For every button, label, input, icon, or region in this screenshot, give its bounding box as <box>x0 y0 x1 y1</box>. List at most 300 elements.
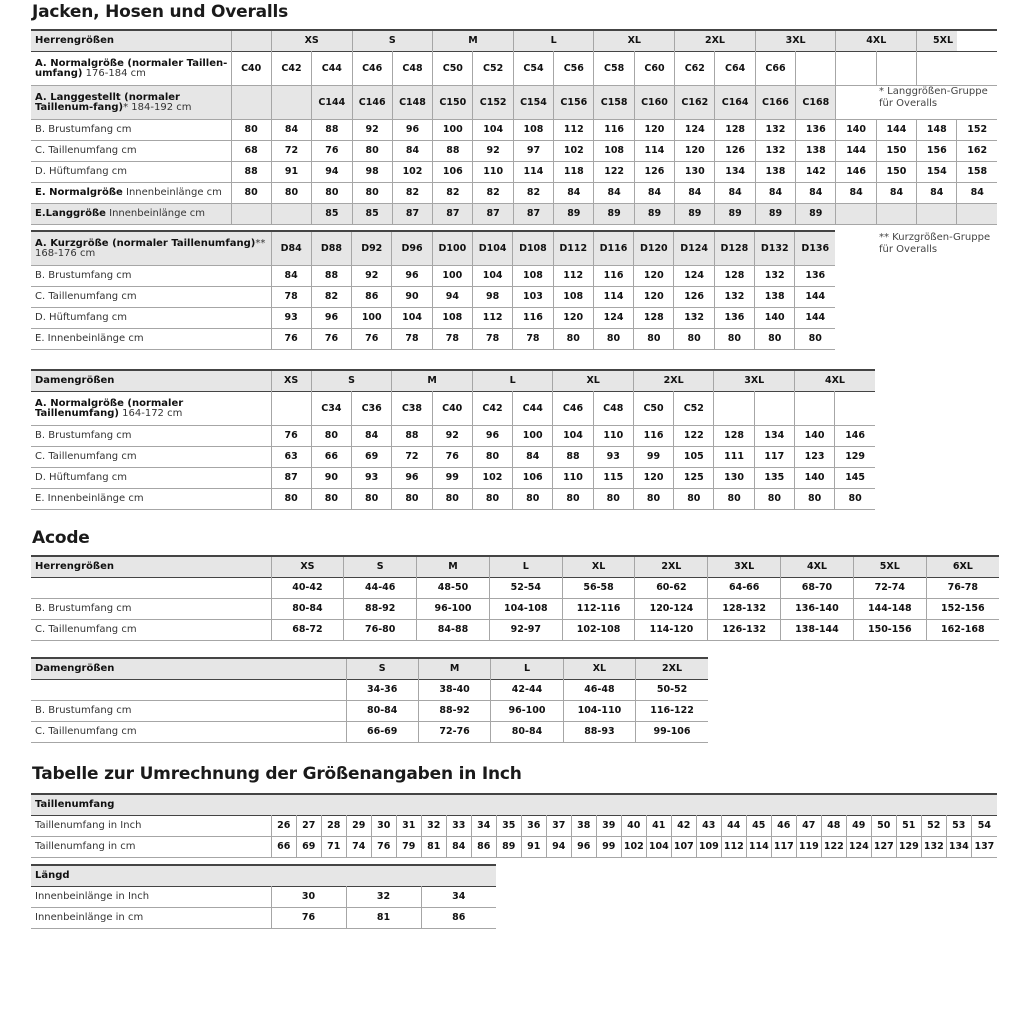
size-header: XS <box>271 30 352 52</box>
table-cell: 80 <box>593 329 633 350</box>
table-cell: 48 <box>821 816 846 837</box>
table-cell <box>836 52 876 86</box>
table-cell: 76 <box>271 908 346 929</box>
table-cell: 128 <box>714 266 754 287</box>
table-cell: 92 <box>432 426 472 447</box>
table-cell: 120 <box>634 266 674 287</box>
table-cell: 99 <box>596 837 621 858</box>
table-cell: D84 <box>271 231 311 266</box>
table-cell: 84 <box>836 183 876 204</box>
table-cell: 116 <box>633 426 673 447</box>
table-cell: 162 <box>957 141 997 162</box>
size-header: M <box>433 30 514 52</box>
size-header: XS <box>271 370 311 392</box>
table-cell: 31 <box>396 816 421 837</box>
table-cell: 152 <box>957 120 997 141</box>
table-cell: 136 <box>714 308 754 329</box>
table-cell: 140 <box>755 308 795 329</box>
table-cell: 36 <box>521 816 546 837</box>
table-row <box>31 392 875 426</box>
row-label: C. Taillenumfang cm <box>35 726 137 737</box>
table-cell: C64 <box>715 52 755 86</box>
table-cell: 56-58 <box>562 578 635 599</box>
table-cell: 146 <box>836 162 876 183</box>
row-label: E. Normalgröße Innenbeinlänge cm <box>35 187 222 198</box>
table-cell: 96-100 <box>491 701 563 722</box>
table-cell: 129 <box>896 837 921 858</box>
row-label: C. Taillenumfang cm <box>35 451 137 462</box>
table-cell: 106 <box>433 162 473 183</box>
table-cell: 132 <box>755 120 795 141</box>
size-header: 4XL <box>781 556 854 578</box>
table-cell: 102 <box>554 141 594 162</box>
table-cell: 66 <box>271 837 296 858</box>
table-cell: 115 <box>593 468 633 489</box>
table-cell: 120 <box>633 468 673 489</box>
table-cell: 49 <box>846 816 871 837</box>
table-cell <box>31 680 346 701</box>
table-cell: 80 <box>231 183 271 204</box>
table-cell: 80 <box>513 489 553 510</box>
size-header: 2XL <box>633 370 714 392</box>
table-cell: C66 <box>755 52 795 86</box>
table-cell: 134 <box>946 837 971 858</box>
table-cell: 84 <box>446 837 471 858</box>
table-cell: 92 <box>473 141 513 162</box>
table-cell: 132 <box>921 837 946 858</box>
size-header: XS <box>271 556 344 578</box>
table-cell: 84 <box>352 426 392 447</box>
table-cell: 98 <box>472 287 512 308</box>
table-cell: 78 <box>432 329 472 350</box>
table-acode-herren <box>31 555 999 641</box>
table-cell: 144 <box>836 141 876 162</box>
table-cell: C50 <box>433 52 473 86</box>
table-cell: 80 <box>311 426 351 447</box>
table-cell: 84 <box>957 183 997 204</box>
table-cell: 122 <box>821 837 846 858</box>
table-cell: 132 <box>674 308 714 329</box>
table-cell: C48 <box>392 52 432 86</box>
table-cell: 135 <box>754 468 794 489</box>
table-cell <box>714 392 754 426</box>
size-header: 4XL <box>794 370 875 392</box>
table-cell: 140 <box>836 120 876 141</box>
table-cell: 108 <box>513 266 553 287</box>
table-cell: 50 <box>871 816 896 837</box>
table-cell: 60-62 <box>635 578 708 599</box>
table-cell: 76 <box>271 329 311 350</box>
table-cell: C42 <box>472 392 512 426</box>
table-cell: 116 <box>513 308 553 329</box>
table-row <box>31 794 997 816</box>
table-cell: 53 <box>946 816 971 837</box>
table-cell: 93 <box>352 468 392 489</box>
table-cell: 76 <box>371 837 396 858</box>
table-cell: 80 <box>231 120 271 141</box>
table-cell: 80 <box>674 489 714 510</box>
table-cell: 124 <box>675 120 715 141</box>
table-cell: 138-144 <box>781 620 854 641</box>
table-cell: C148 <box>392 86 432 120</box>
table-cell: 104 <box>392 308 432 329</box>
row-label: D. Hüftumfang cm <box>35 166 128 177</box>
table-cell: 89 <box>496 837 521 858</box>
table-cell: 84-88 <box>417 620 490 641</box>
table-cell: 107 <box>671 837 696 858</box>
table-cell: 85 <box>312 204 352 225</box>
table-row <box>31 620 999 641</box>
table-cell: 91 <box>521 837 546 858</box>
table-cell: 80 <box>271 183 311 204</box>
table-cell: 110 <box>593 426 633 447</box>
table-cell: 145 <box>835 468 875 489</box>
row-label: B. Brustumfang cm <box>35 270 132 281</box>
table-cell: 78 <box>392 329 432 350</box>
table-cell: C52 <box>473 52 513 86</box>
table-cell: 88-92 <box>418 701 490 722</box>
table-cell: 112 <box>721 837 746 858</box>
table-cell: C144 <box>312 86 352 120</box>
table-cell: 116 <box>593 266 633 287</box>
table-cell: 150 <box>876 162 916 183</box>
table-cell: 116 <box>594 120 634 141</box>
table-cell <box>835 392 875 426</box>
table-cell: 84 <box>513 447 553 468</box>
table-cell: 129 <box>835 447 875 468</box>
table-cell: 103 <box>513 287 553 308</box>
table-cell: C164 <box>715 86 755 120</box>
table-cell: 162-168 <box>926 620 999 641</box>
table-cell: 80 <box>311 489 351 510</box>
table-row <box>31 30 997 52</box>
table-cell: 128 <box>715 120 755 141</box>
table-cell: 40-42 <box>271 578 344 599</box>
table-cell: 76 <box>311 329 351 350</box>
table-cell: D116 <box>593 231 633 266</box>
row-label: E. Innenbeinlänge cm <box>35 493 144 504</box>
table-cell: D100 <box>432 231 472 266</box>
table-cell: 82 <box>513 183 553 204</box>
table-cell: 42-44 <box>491 680 563 701</box>
table-cell: 130 <box>675 162 715 183</box>
table-cell: 87 <box>473 204 513 225</box>
table-cell: C152 <box>473 86 513 120</box>
table-cell: 74 <box>346 837 371 858</box>
table-cell: 80-84 <box>491 722 563 743</box>
table-cell: 80 <box>352 141 392 162</box>
table-cell: C168 <box>796 86 836 120</box>
size-header: L <box>472 370 553 392</box>
table-cell: 100 <box>432 266 472 287</box>
table-cell <box>271 794 997 816</box>
table-cell: 52 <box>921 816 946 837</box>
table-cell: 136 <box>795 266 835 287</box>
table-cell: 30 <box>371 816 396 837</box>
size-header: 3XL <box>708 556 781 578</box>
table-cell: 84 <box>755 183 795 204</box>
row-label: Taillenumfang in Inch <box>35 820 142 831</box>
size-header: 3XL <box>714 370 795 392</box>
table-row <box>31 266 835 287</box>
table-cell: 80 <box>432 489 472 510</box>
table-cell: 112 <box>472 308 512 329</box>
size-header: L <box>513 30 594 52</box>
size-header: 5XL <box>853 556 926 578</box>
table-cell: 72-74 <box>853 578 926 599</box>
table-cell: D104 <box>472 231 512 266</box>
table-cell: 76-78 <box>926 578 999 599</box>
row-label: A. Langgestellt (normaler Taillenum-fang)* 184-192 cm <box>31 86 231 120</box>
table-cell: 100 <box>352 308 392 329</box>
table-cell: 126 <box>674 287 714 308</box>
table-cell: 134 <box>754 426 794 447</box>
table-cell: 80 <box>553 329 593 350</box>
table-cell: 118 <box>554 162 594 183</box>
size-header: 4XL <box>836 30 917 52</box>
table-cell: C56 <box>554 52 594 86</box>
row-label: E. Innenbeinlänge cm <box>35 333 144 344</box>
table-row <box>31 865 496 887</box>
size-header: M <box>417 556 490 578</box>
header-label: Herrengrößen <box>35 561 114 572</box>
table-cell: 63 <box>271 447 311 468</box>
table-cell: 140 <box>794 468 834 489</box>
table-cell <box>231 30 271 52</box>
table-cell: 128-132 <box>708 599 781 620</box>
table-row <box>31 120 997 141</box>
table-cell: C38 <box>392 392 432 426</box>
table-cell: 111 <box>714 447 754 468</box>
table-cell: 132 <box>755 266 795 287</box>
table-cell: 138 <box>755 287 795 308</box>
table-cell: 112 <box>553 266 593 287</box>
table-cell: 104 <box>473 120 513 141</box>
table-cell: 152-156 <box>926 599 999 620</box>
table-cell: 99 <box>633 447 673 468</box>
table-cell: 84 <box>715 183 755 204</box>
table-cell: 90 <box>311 468 351 489</box>
table-cell: D108 <box>513 231 553 266</box>
table-cell: 78 <box>271 287 311 308</box>
table-cell: 68 <box>231 141 271 162</box>
table-cell: 78 <box>472 329 512 350</box>
size-header: 6XL <box>926 556 999 578</box>
table-cell: 84 <box>634 183 674 204</box>
size-header: L <box>489 556 562 578</box>
table-cell: 154 <box>917 162 957 183</box>
table-cell: 108 <box>594 141 634 162</box>
table-row <box>31 52 997 86</box>
size-header: L <box>491 658 563 680</box>
heading-jacken: Jacken, Hosen und Overalls <box>32 2 289 22</box>
table-cell: 76 <box>271 426 311 447</box>
table-cell: 126 <box>715 141 755 162</box>
table-cell: 80 <box>755 329 795 350</box>
table-cell <box>876 204 916 225</box>
table-cell: 123 <box>794 447 834 468</box>
table-cell: 81 <box>346 908 421 929</box>
table-cell: 120 <box>634 120 674 141</box>
table-cell: 120 <box>675 141 715 162</box>
table-cell: C44 <box>312 52 352 86</box>
table-cell: 84 <box>392 141 432 162</box>
table-cell: 71 <box>321 837 346 858</box>
table-cell: 84 <box>917 183 957 204</box>
table-cell: 84 <box>594 183 634 204</box>
table-cell: 144 <box>795 308 835 329</box>
table-cell: 122 <box>674 426 714 447</box>
table-cell: 94 <box>312 162 352 183</box>
table-cell: 144 <box>795 287 835 308</box>
table-cell: C154 <box>513 86 553 120</box>
table-cell: 72 <box>392 447 432 468</box>
table-row <box>31 370 875 392</box>
table-cell: D92 <box>352 231 392 266</box>
table-cell: C42 <box>271 52 311 86</box>
table-cell: 108 <box>553 287 593 308</box>
table-cell: 87 <box>433 204 473 225</box>
table-cell: 94 <box>546 837 571 858</box>
table-cell: 140 <box>794 426 834 447</box>
table-cell: 80 <box>633 489 673 510</box>
table-cell: 128 <box>714 426 754 447</box>
table-row <box>31 489 875 510</box>
table-cell: 96 <box>392 120 432 141</box>
table-cell: 38 <box>571 816 596 837</box>
table-cell: 96 <box>472 426 512 447</box>
table-cell: 29 <box>346 816 371 837</box>
table-cell: 79 <box>396 837 421 858</box>
table-cell: 28 <box>321 816 346 837</box>
table-row <box>31 837 997 858</box>
table-cell: 80 <box>593 489 633 510</box>
table-cell: 82 <box>433 183 473 204</box>
table-cell: 76 <box>312 141 352 162</box>
table-cell <box>754 392 794 426</box>
table-cell: 87 <box>271 468 311 489</box>
table-row <box>31 86 997 120</box>
table-cell: 80-84 <box>346 701 418 722</box>
table-cell: 76 <box>432 447 472 468</box>
table-cell: 30 <box>271 887 346 908</box>
size-header: S <box>352 30 433 52</box>
table-cell: 96 <box>392 468 432 489</box>
table-cell: 93 <box>593 447 633 468</box>
table-cell: C40 <box>231 52 271 86</box>
table-cell: 38-40 <box>418 680 490 701</box>
table-cell: 81 <box>421 837 446 858</box>
table-cell: 88-92 <box>344 599 417 620</box>
table-cell: C34 <box>311 392 351 426</box>
table-cell: 96 <box>311 308 351 329</box>
table-cell: 132 <box>755 141 795 162</box>
table-row <box>31 308 835 329</box>
table-cell: 110 <box>553 468 593 489</box>
table-cell: 80 <box>271 489 311 510</box>
table-cell: 108 <box>432 308 472 329</box>
table-cell: C160 <box>634 86 674 120</box>
table-cell: 80 <box>714 489 754 510</box>
table-cell: 84 <box>271 266 311 287</box>
row-label: B. Brustumfang cm <box>35 430 132 441</box>
table-row <box>31 578 999 599</box>
table-cell: 88 <box>433 141 473 162</box>
table-cell: 144-148 <box>853 599 926 620</box>
table-cell: C162 <box>675 86 715 120</box>
table-cell <box>271 392 311 426</box>
table-cell: C58 <box>594 52 634 86</box>
table-cell: 80 <box>472 489 512 510</box>
table-cell: 64-66 <box>708 578 781 599</box>
table-cell: 132 <box>714 287 754 308</box>
table-cell: 89 <box>634 204 674 225</box>
table-cell: C44 <box>513 392 553 426</box>
table-cell: 96 <box>571 837 596 858</box>
table-cell: C146 <box>352 86 392 120</box>
table-cell <box>231 86 271 120</box>
row-label: A. Kurzgröße (normaler Taillenumfang)** 168-176 cm <box>31 231 271 266</box>
table-cell: 148 <box>917 120 957 141</box>
table-row <box>31 468 875 489</box>
table-row <box>31 599 999 620</box>
size-header: 2XL <box>635 556 708 578</box>
table-cell: 104 <box>472 266 512 287</box>
table-cell: C60 <box>634 52 674 86</box>
table-cell: 44 <box>721 816 746 837</box>
row-label: C. Taillenumfang cm <box>35 145 137 156</box>
table-cell: 26 <box>271 816 296 837</box>
table-cell: 116-122 <box>636 701 708 722</box>
table-cell: 66-69 <box>346 722 418 743</box>
table-cell: 96 <box>392 266 432 287</box>
table-cell: 124 <box>846 837 871 858</box>
table-cell <box>957 204 997 225</box>
table-cell: 80 <box>835 489 875 510</box>
table-cell: 80-84 <box>271 599 344 620</box>
table-cell: 80 <box>312 183 352 204</box>
table-cell: 130 <box>714 468 754 489</box>
table-cell: 92 <box>352 266 392 287</box>
table-herren <box>31 29 997 225</box>
table-cell: 86 <box>471 837 496 858</box>
table-cell: 127 <box>871 837 896 858</box>
table-taillenumfang-inch <box>31 793 997 858</box>
table-cell: 69 <box>296 837 321 858</box>
table-cell: 102 <box>392 162 432 183</box>
table-row <box>31 701 708 722</box>
table-cell: C166 <box>755 86 795 120</box>
table-cell: 124 <box>593 308 633 329</box>
table-cell: 158 <box>957 162 997 183</box>
table-cell: 85 <box>352 204 392 225</box>
table-cell: C156 <box>554 86 594 120</box>
table-cell: 137 <box>971 837 997 858</box>
table-cell: 80 <box>352 489 392 510</box>
table-cell: 80 <box>352 183 392 204</box>
table-cell: C46 <box>352 52 392 86</box>
table-cell: 89 <box>594 204 634 225</box>
table-cell: 108 <box>513 120 553 141</box>
table-cell: 94 <box>432 287 472 308</box>
table-row <box>31 556 999 578</box>
table-cell: 150-156 <box>853 620 926 641</box>
table-cell: 47 <box>796 816 821 837</box>
table-cell: 46-48 <box>563 680 635 701</box>
table-row <box>31 447 875 468</box>
size-header: M <box>392 370 473 392</box>
table-cell <box>917 204 957 225</box>
